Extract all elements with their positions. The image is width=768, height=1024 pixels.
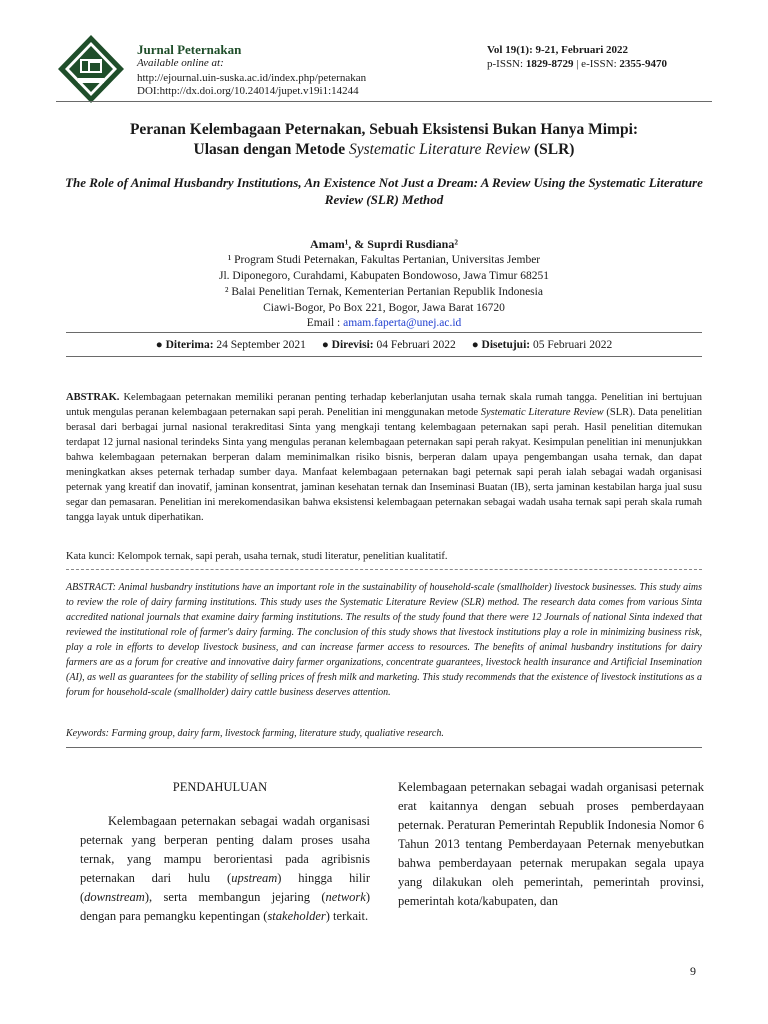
body-left-text-b: ) hingga hilir (	[80, 871, 370, 904]
title-id-line2a: Ulasan dengan Metode	[193, 141, 349, 158]
body-left-em-1: upstream	[231, 871, 278, 885]
affiliation-1: ¹ Program Studi Peternakan, Fakultas Pertanian, Universitas Jember	[227, 254, 541, 266]
date-received-label: Diterima:	[165, 339, 214, 351]
journal-url-link[interactable]: http://ejournal.uin-suska.ac.id/index.php/peternakan	[137, 72, 367, 84]
abstract-divider	[66, 747, 702, 748]
abstract-english: ABSTRACT: Animal husbandry institutions have an important role in the sustainability of household-scale (smallholder) livestock businesses. This study aims to review the role of dairy farming institutions. This study uses the Systematic Literature Review (SLR) method. The research data comes from various Sinta accredited national journals that examine dairy farming institutions. The results of the study found that there were 12 Journals of national Sinta indexed that reviewed the institutional role of farmer's dairy farming. The conclusion of this study shows that livestock institutions play a role in minimizing business risk, play a role in efforts to develop livestock business, and can increase farmer access to resources. The benefits of animal husbandry institutions for dairy farmers are as a forum for creative and innovative dairy farmer organizations, concentrate guarantees, livestock health insurance and Artificial Insemination (AI), as well as guarantees for the stability of selling prices of fresh milk and marketing. This study recommends that the existence of livestock institutions as a forum for household-scale (smallholder) dairy cattle business deserves attention.	[66, 582, 702, 698]
affiliation-2: ² Balai Penelitian Ternak, Kementerian Pertanian Republik Indonesia	[225, 286, 543, 298]
body-left-text-a: Kelembagaan peternakan sebagai wadah organisasi peternak yang berperan penting dalam proses usaha ternak, yang mampu berorientasi pada agribisnis peternakan dari hulu (	[80, 814, 370, 885]
date-received-value: 24 September 2021	[213, 339, 306, 351]
abstract-id-text-1: Kelembagaan peternakan memiliki peranan penting terhadap keberlanjutan usaha ternak skala rumah tangga. Penelitian ini bertujuan untuk mengulas peranan kelembagaan peternakan sapi perah. Penelitian ini menggunakan metode	[66, 392, 702, 418]
title-id-line2c: (SLR)	[530, 141, 575, 158]
body-left-em-2: downstream	[84, 890, 145, 904]
volume-info: Vol 19(1): 9-21, Februari 2022	[487, 44, 629, 56]
date-revised-label: Direvisi:	[331, 339, 374, 351]
title-indonesian	[40, 120, 728, 160]
issn-p-label: p-ISSN:	[487, 58, 526, 70]
abstract-id-label: ABSTRAK.	[66, 392, 120, 403]
email-link[interactable]: amam.faperta@unej.ac.id	[343, 317, 462, 329]
issn-e-value: 2355-9470	[619, 58, 668, 70]
keywords-english: Keywords: Farming group, dairy farm, livestock farming, literature study, qualiative research.	[66, 728, 444, 739]
abstract-id-em: Systematic Literature Review	[480, 407, 604, 418]
dates-divider-top	[66, 332, 702, 333]
affiliation-1-address: Jl. Diponegoro, Curahdami, Kabupaten Bondowoso, Jawa Timur 68251	[219, 270, 549, 282]
section-heading: PENDAHULUAN	[172, 780, 268, 794]
header-divider	[56, 101, 712, 102]
journal-logo	[56, 33, 126, 105]
page-number: 9	[690, 964, 696, 978]
body-left-text-c: ), serta membangun jejaring (	[144, 890, 326, 904]
issn-e-label: | e-ISSN:	[573, 58, 620, 70]
keywords-indonesian: Kata kunci: Kelompok ternak, sapi perah, usaha ternak, studi literatur, penelitian kualitatif.	[66, 551, 448, 562]
body-right-column: Kelembagaan peternakan sebagai wadah organisasi peternak erat kaitannya dengan sebuah proses pemberdayaan peternak. Peraturan Pemerintah Republik Indonesia Nomor 6 Tahun 2013 tentang Pemberdayaan Peternak menyebutkan bahwa pemberdayaan peternak merupakan segala upaya yang dilakukan oleh pemerintah, pemerintah provinsi, pemerintah kota/kabupaten, dan	[398, 780, 704, 908]
article-dates	[66, 339, 702, 351]
doi-link[interactable]: DOI:http://dx.doi.org/10.24014/jupet.v19i1:14244	[137, 85, 359, 97]
journal-name: Jurnal Peternakan	[137, 42, 242, 57]
abstract-indonesian	[66, 390, 702, 525]
issn-p-value: 1829-8729	[525, 58, 574, 70]
authors: Amam¹, & Suprdi Rusdiana²	[310, 237, 458, 251]
journal-logo-icon	[56, 33, 126, 105]
title-id-line2-em: Systematic Literature Review	[349, 141, 531, 158]
title-english: The Role of Animal Husbandry Institutions, An Existence Not Just a Dream: A Review Using the Systematic Literature Review (SLR) Method	[65, 175, 703, 207]
affiliation-2-address: Ciawi-Bogor, Po Box 221, Bogor, Jawa Barat 16720	[263, 302, 505, 314]
body-left-column	[80, 812, 370, 926]
email-line	[56, 317, 712, 329]
date-accepted-value: 05 Februari 2022	[530, 339, 613, 351]
available-online-label: Available online at:	[137, 57, 224, 69]
abstract-separator	[66, 569, 702, 570]
body-left-text-d: ) dengan para pemangku kepentingan (	[80, 890, 370, 923]
date-accepted-label: Disetujui:	[481, 339, 531, 351]
abstract-id-text-2: (SLR). Data penelitian berasal dari berbagai jurnal nasional terakreditasi Sinta yang mengkaji tentang kelembagaan peternakan sapi perah. Hasil penelitian ditemukan terdapat 12 jurnal nasional terindeks Sinta yang mengulas peranan kelembagaan peternakan sapi perah rakyat. Kesimpulan penelitian ini menunjukkan bahwa kelembagaan peternakan berperan dalam meminimalkan risiko bisnis, berperan dalam upaya pengembangan usaha ternak, dan dapat meningkatkan akses peternak terhadap sumber daya. Manfaat kelembagaan peternakan bagi peternak sapi perah ialah sebagai wadah organisasi peternak yang kreatif dan inovatif, jaminan konsentrat, jaminan kesehatan ternak dan Inseminasi Buatan (IB), serta jaminan kestabilan harga jual susu segar dan pemasaran. Penelitian ini merekomendasikan bahwa eksistensi kelembagaan peternakan sebagai wadah usaha ternak sapi perah skala rumah tangga layak untuk diperhatikan.	[66, 407, 702, 523]
email-label: Email :	[306, 317, 344, 329]
issn-info	[487, 58, 667, 70]
body-left-text-e: ) terkait.	[325, 909, 369, 923]
date-received: ● Diterima: 24 September 2021	[155, 339, 306, 351]
body-left-em-3: network	[325, 890, 366, 904]
date-revised-value: 04 Februari 2022	[373, 339, 456, 351]
date-accepted: ● Disetujui: 05 Februari 2022	[471, 339, 613, 351]
dates-divider-bottom	[66, 356, 702, 357]
body-left-em-4: stakeholder	[267, 909, 326, 923]
date-revised: ● Direvisi: 04 Februari 2022	[321, 339, 456, 351]
title-id-line1: Peranan Kelembagaan Peternakan, Sebuah Eksistensi Bukan Hanya Mimpi:	[129, 121, 639, 138]
